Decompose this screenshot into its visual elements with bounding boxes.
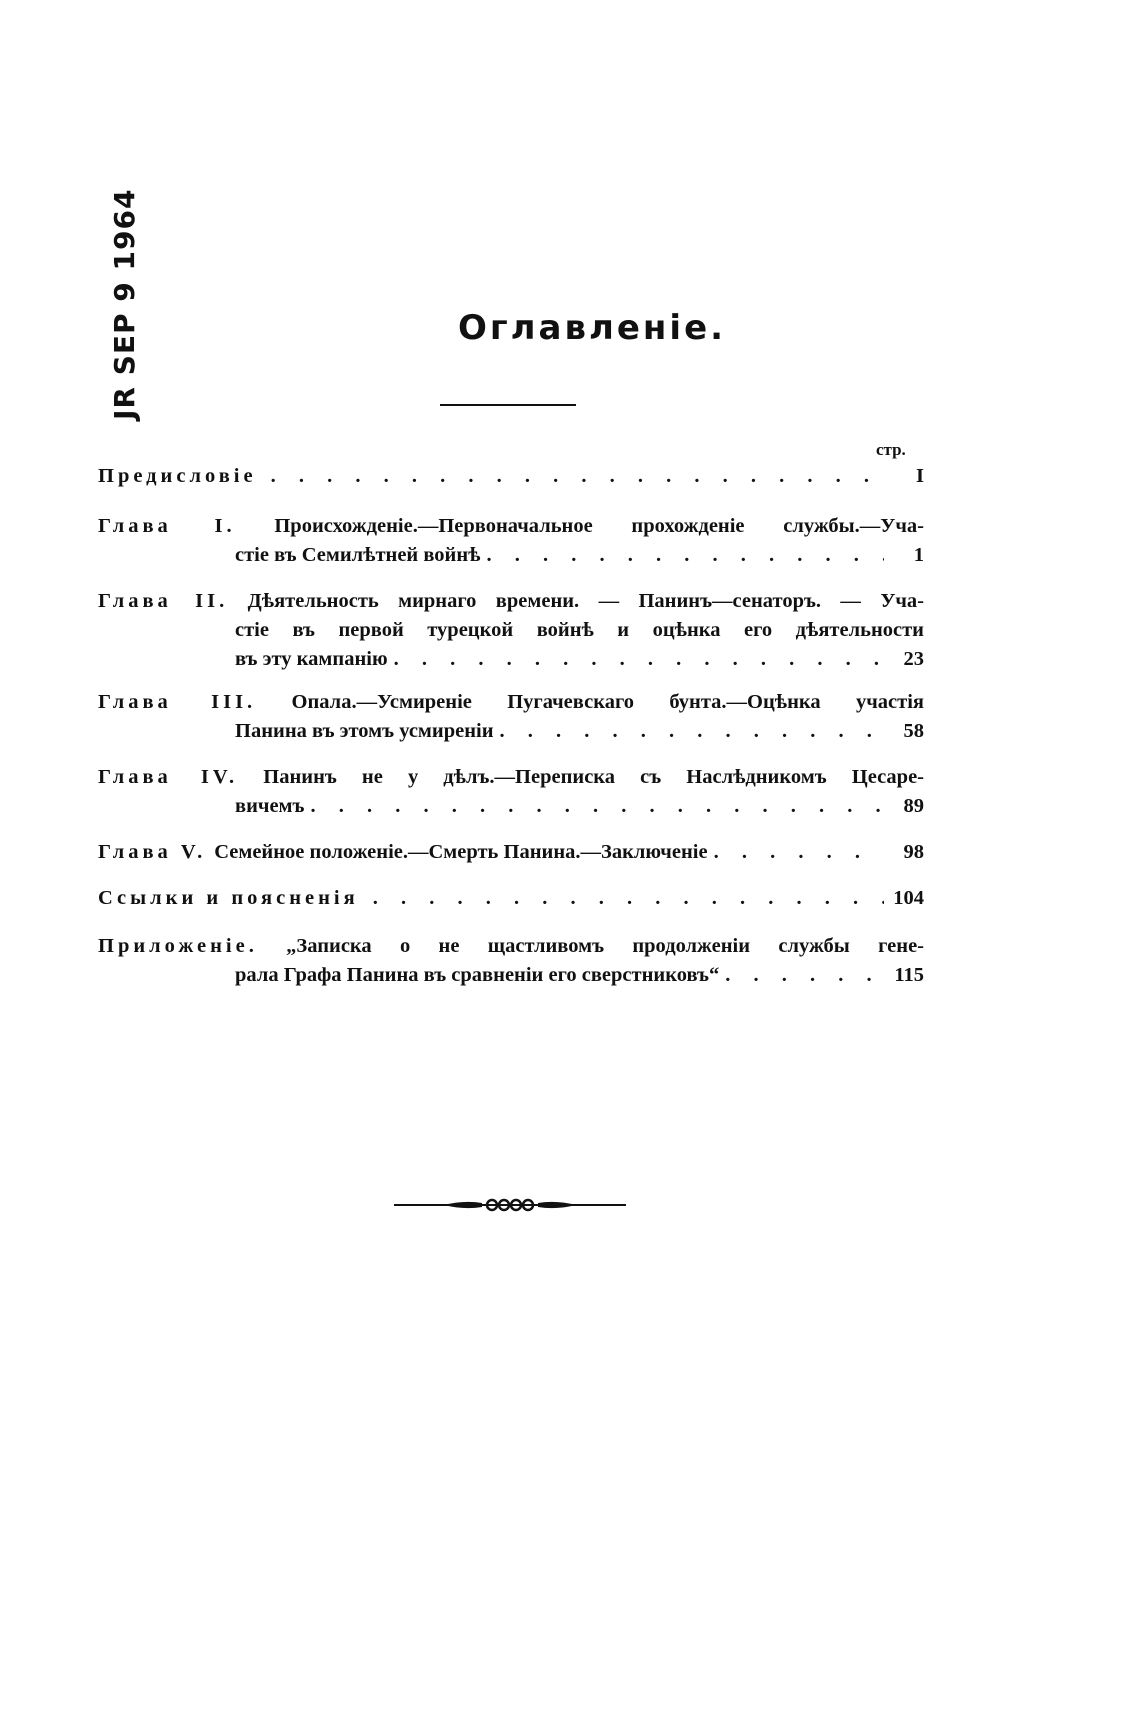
toc-entry-heading: Предисловіе bbox=[98, 465, 257, 487]
dot-leader bbox=[310, 792, 884, 821]
toc-entry-heading: Глава IV. bbox=[98, 766, 239, 788]
toc-page-number: 89 bbox=[903, 795, 924, 817]
dot-leader bbox=[486, 541, 884, 570]
toc-page-number: 58 bbox=[903, 720, 924, 742]
toc-entry-text: Панинъ не у дѣлъ.—Переписка съ Наслѣдникомъ Цесаре- bbox=[263, 766, 924, 788]
toc-entry-text: Дѣятельность мирнаго времени. — Панинъ—сенаторъ. — Уча- bbox=[247, 590, 924, 612]
toc-entry-text: вичемъ bbox=[235, 795, 305, 817]
toc-entry-text: стіе въ первой турецкой войнѣ и оцѣнка его дѣятельности bbox=[235, 619, 924, 641]
dot-leader bbox=[373, 884, 884, 913]
toc-entry-appendix[interactable] bbox=[98, 932, 924, 990]
toc-page-number: I bbox=[916, 465, 924, 487]
toc-entry-heading: Глава III. bbox=[98, 691, 257, 713]
toc-entry-preface[interactable] bbox=[98, 462, 924, 491]
dot-leader bbox=[725, 961, 884, 990]
page-column-header: стр. bbox=[876, 440, 906, 459]
toc-entry-heading: Ссылки и поясненія bbox=[98, 887, 359, 909]
toc-entry-text: Опала.—Усмиреніе Пугачевскаго бунта.—Оцѣнка участія bbox=[291, 691, 924, 713]
toc-page-number: 115 bbox=[894, 964, 924, 986]
dot-leader bbox=[500, 717, 884, 746]
toc-entry-chapter-3[interactable] bbox=[98, 688, 924, 746]
dot-leader bbox=[394, 645, 884, 674]
toc-entry-text: стіе въ Семилѣтней войнѣ bbox=[235, 544, 481, 566]
toc-entry-text: Происхожденіе.—Первоначальное прохожденіе службы.—Уча- bbox=[274, 515, 924, 537]
toc-page-number: 98 bbox=[903, 841, 924, 863]
toc-page-number: 1 bbox=[913, 544, 924, 566]
toc-entry-chapter-5[interactable] bbox=[98, 838, 924, 867]
toc-entry-text: рала Графа Панина въ сравненіи его сверстниковъ“ bbox=[235, 964, 720, 986]
toc-entry-heading: Глава I. bbox=[98, 515, 236, 537]
toc-entry-heading: Приложеніе. bbox=[98, 935, 258, 957]
dot-leader bbox=[271, 462, 884, 491]
title-divider bbox=[440, 404, 576, 406]
toc-entry-heading: Глава II. bbox=[98, 590, 229, 612]
toc-entry-text: „Записка о не щастливомъ продолженіи службы гене- bbox=[286, 935, 925, 957]
toc-entry-chapter-1[interactable] bbox=[98, 512, 924, 570]
toc-entry-chapter-2[interactable] bbox=[98, 587, 924, 674]
toc-entry-heading: Глава V. bbox=[98, 841, 207, 863]
toc-entry-text: Семейное положеніе.—Смерть Панина.—Заключеніе bbox=[214, 841, 708, 863]
toc-entry-references[interactable] bbox=[98, 884, 924, 913]
toc-entry-text: Панина въ этомъ усмиреніи bbox=[235, 720, 494, 742]
toc-entry-text: въ эту кампанію bbox=[235, 648, 388, 670]
toc-page-number: 23 bbox=[903, 648, 924, 670]
toc-page-number: 104 bbox=[893, 887, 924, 909]
toc-entry-chapter-4[interactable] bbox=[98, 763, 924, 821]
page-title: Оглавленіе. bbox=[457, 308, 727, 348]
library-stamp: JR SEP 9 1964 bbox=[108, 188, 141, 420]
dot-leader bbox=[714, 838, 884, 867]
ornament-divider bbox=[394, 1198, 626, 1212]
